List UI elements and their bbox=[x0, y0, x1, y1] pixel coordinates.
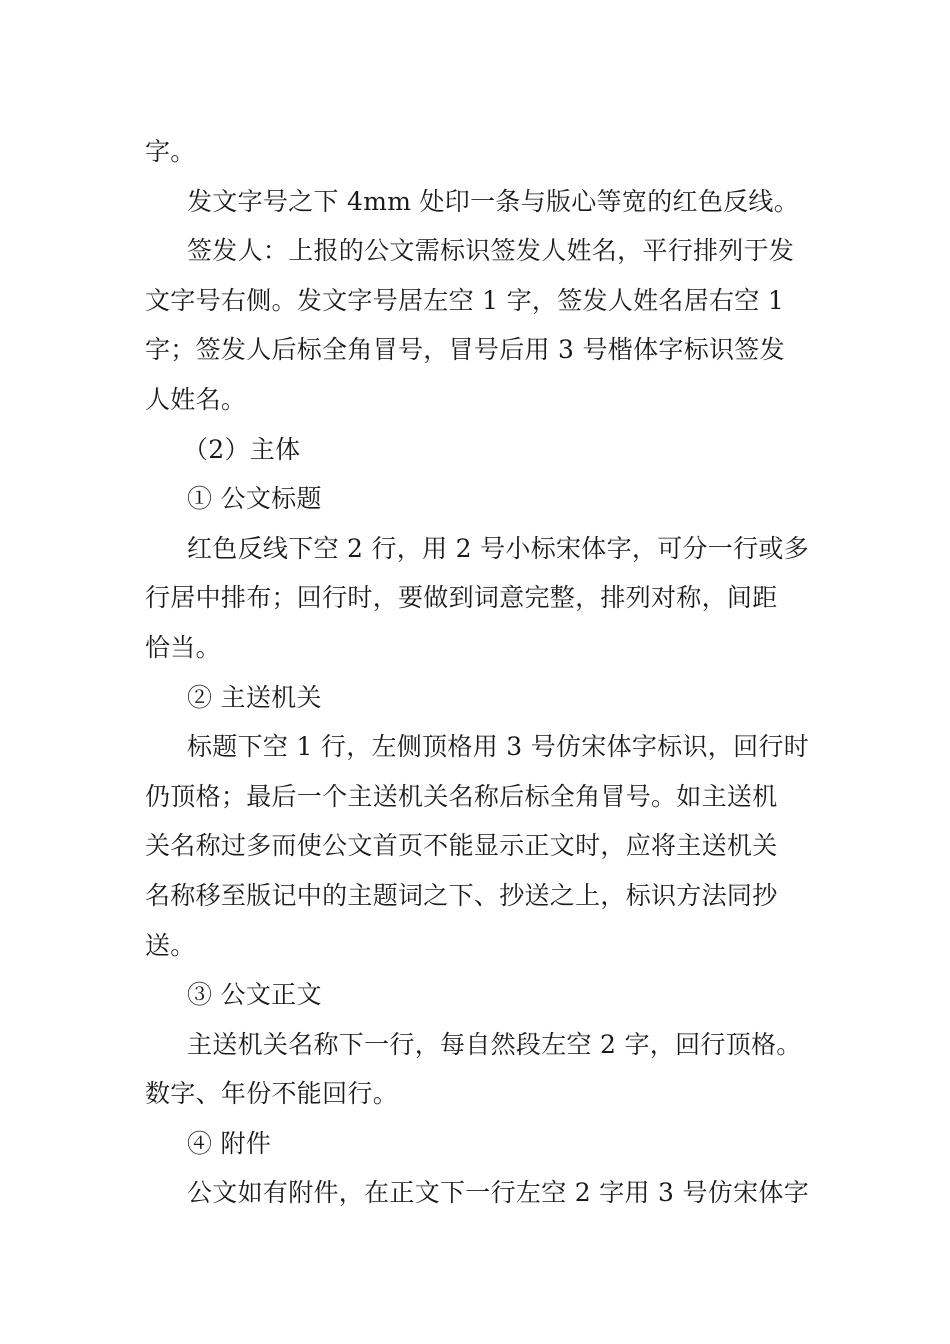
subsection-heading: ② 主送机关 bbox=[187, 682, 322, 712]
text-line: 恰当。 bbox=[145, 632, 221, 662]
text-line: 签发人：上报的公文需标识签发人姓名，平行排列于发 bbox=[187, 236, 795, 266]
text-line: 红色反线下空 2 行，用 2 号小标宋体字，可分一行或多 bbox=[187, 533, 810, 563]
subsection-heading: ④ 附件 bbox=[187, 1128, 272, 1158]
text-line: 送。 bbox=[145, 930, 196, 960]
subsection-heading: ① 公文标题 bbox=[187, 484, 322, 514]
text-line: 关名称过多而使公文首页不能显示正文时，应将主送机关 bbox=[145, 831, 778, 861]
text-line: 行居中排布；回行时，要做到词意完整，排列对称，间距 bbox=[145, 583, 778, 613]
section-heading: （2）主体 bbox=[183, 434, 301, 464]
text-line: 名称移至版记中的主题词之下、抄送之上，标识方法同抄 bbox=[145, 880, 778, 910]
text-line: 数字、年份不能回行。 bbox=[145, 1079, 399, 1109]
text-line: 字；签发人后标全角冒号，冒号后用 3 号楷体字标识签发 bbox=[145, 335, 785, 365]
document-page bbox=[145, 127, 810, 1218]
text-line: 发文字号之下 4mm 处印一条与版心等宽的红色反线。 bbox=[187, 186, 800, 216]
text-line: 文字号右侧。发文字号居左空 1 字，签发人姓名居右空 1 bbox=[145, 285, 785, 315]
text-line: 主送机关名称下一行，每自然段左空 2 字，回行顶格。 bbox=[187, 1029, 802, 1059]
text-line: 字。 bbox=[145, 137, 196, 166]
subsection-heading: ③ 公文正文 bbox=[187, 980, 322, 1010]
text-line: 标题下空 1 行，左侧顶格用 3 号仿宋体字标识，回行时 bbox=[187, 732, 810, 762]
text-line: 人姓名。 bbox=[145, 384, 247, 414]
text-line: 仍顶格；最后一个主送机关名称后标全角冒号。如主送机 bbox=[145, 781, 778, 811]
text-line: 公文如有附件，在正文下一行左空 2 字用 3 号仿宋体字 bbox=[187, 1178, 810, 1208]
